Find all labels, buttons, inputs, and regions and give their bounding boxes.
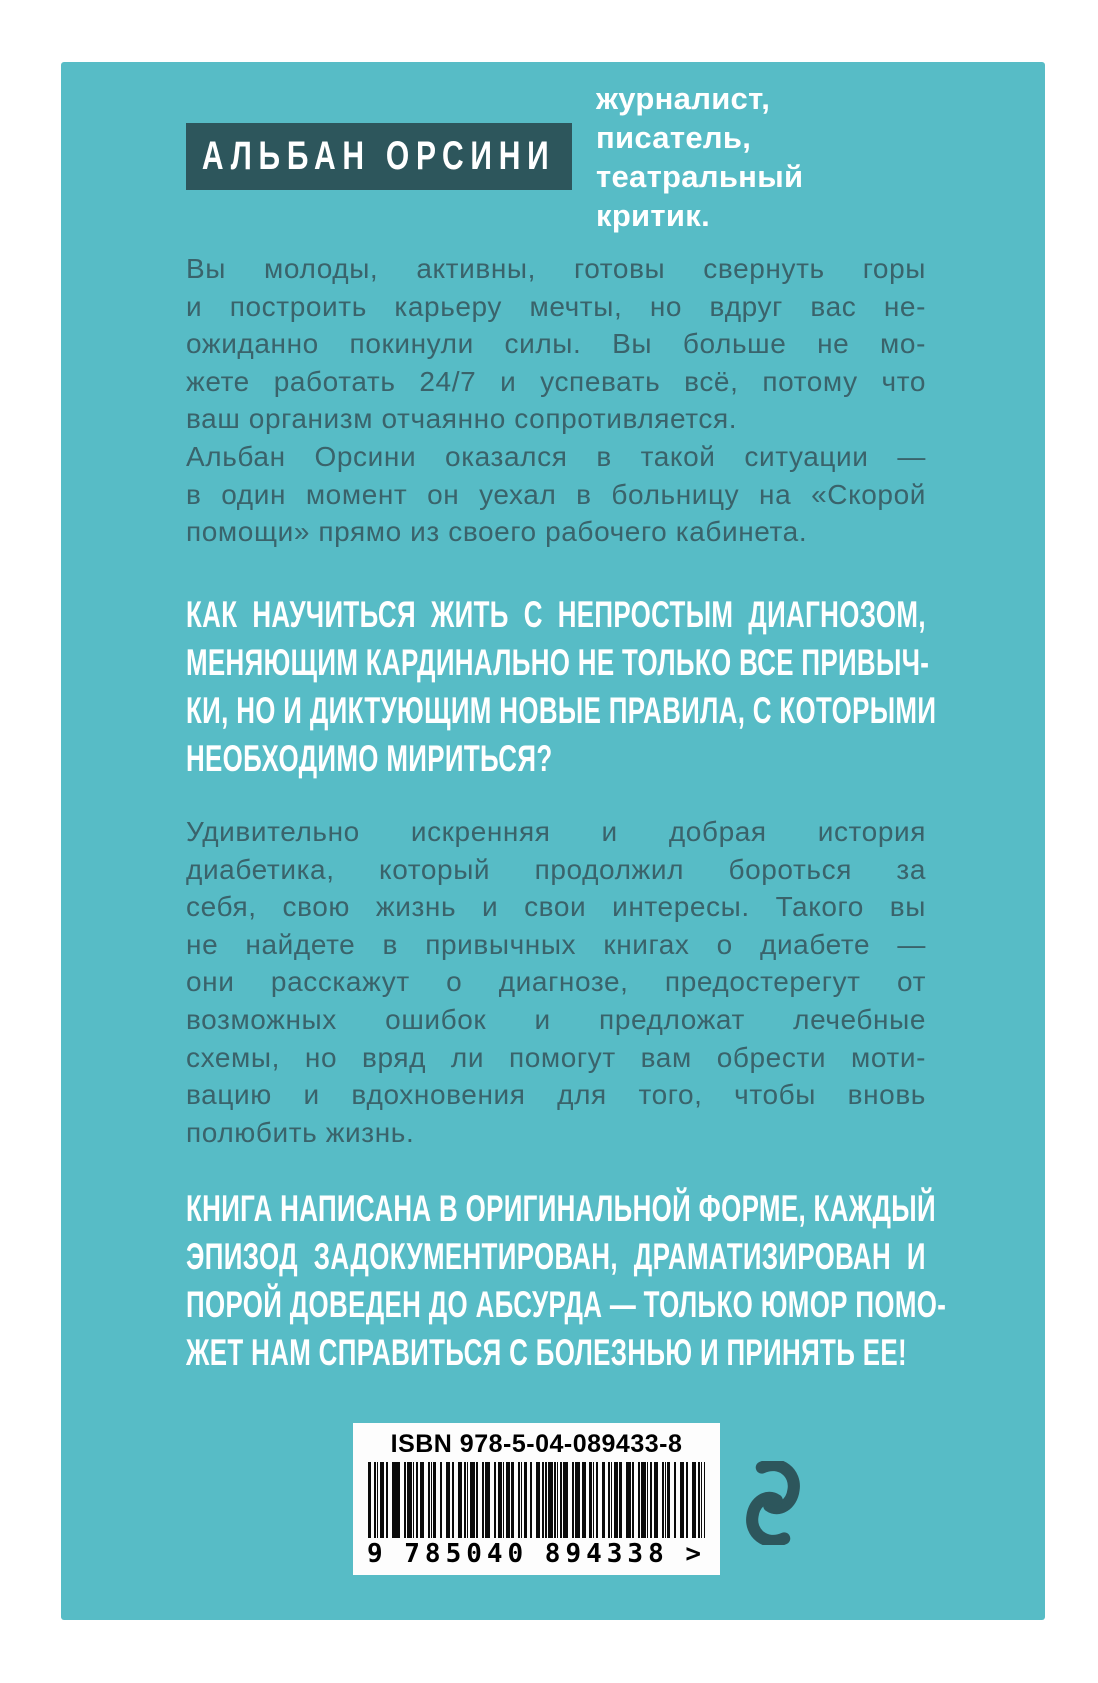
highlight-line: КНИГА НАПИСАНА В ОРИГИНАЛЬНОЙ ФОРМЕ, КАЖДЫЙ [186, 1188, 936, 1229]
highlight-line: НЕОБХОДИМО МИРИТЬСЯ? [186, 738, 553, 779]
isbn-barcode-box [353, 1423, 720, 1575]
barcode-digit-group: 785040 [404, 1539, 529, 1569]
highlight-line: ПОРОЙ ДОВЕДЕН ДО АБСУРДА — ТОЛЬКО ЮМОР ПОМО- [186, 1284, 947, 1325]
highlight-line: КИ, НО И ДИКТУЮЩИМ НОВЫЕ ПРАВИЛА, С КОТОРЫМИ [186, 690, 937, 731]
highlight-block-1 [186, 591, 937, 783]
intro-paragraph-2 [186, 438, 926, 551]
intro-paragraph-1 [186, 250, 926, 438]
highlight-line: МЕНЯЮЩИМ КАРДИНАЛЬНО НЕ ТОЛЬКО ВСЕ ПРИВЫЧ- [186, 642, 930, 683]
text-line: не найдете в привычных книгах о диабете — [186, 928, 926, 960]
text-line: вацию и вдохновения для того, чтобы вновь [186, 1079, 926, 1111]
text-line: возможных ошибок и предложат лечебные [186, 1003, 926, 1035]
author-roles [596, 79, 926, 235]
body-paragraph [186, 813, 926, 1151]
book-back-cover [61, 62, 1045, 1620]
text-line: полюбить жизнь. [186, 1116, 415, 1148]
text-line: Вы молоды, активны, готовы свернуть горы [186, 253, 926, 284]
author-name-box [186, 123, 572, 190]
text-line: ожиданно покинули силы. Вы больше не мо- [186, 328, 926, 360]
text-line: Удивительно искренняя и добрая история [186, 816, 926, 847]
text-line: себя, свою жизнь и свои интересы. Такого вы [186, 891, 926, 923]
text-line: диабетика, который продолжил бороться за [186, 853, 926, 885]
barcode-digit-group: 9 [367, 1539, 388, 1569]
text-line: они расскажут о диагнозе, предостерегут от [186, 966, 926, 998]
barcode-digits [366, 1539, 707, 1569]
highlight-line: ЭПИЗОД ЗАДОКУМЕНТИРОВАН, ДРАМАТИЗИРОВАН И [186, 1236, 926, 1277]
author-role-line: театральный критик. [596, 158, 804, 233]
text-line: жете работать 24/7 и успевать всё, потому что [186, 365, 926, 397]
publisher-logo-icon [745, 1461, 801, 1545]
text-line: схемы, но вряд ли помогут вам обрести моти- [186, 1041, 926, 1073]
text-line: в один момент он уехал в больницу на «Скорой [186, 478, 926, 510]
author-name: АЛЬБАН ОРСИНИ [202, 134, 556, 178]
highlight-line: ЖЕТ НАМ СПРАВИТЬСЯ С БОЛЕЗНЬЮ И ПРИНЯТЬ ЕЕ! [186, 1332, 907, 1373]
barcode-bars-icon [368, 1462, 705, 1538]
intro-text [186, 250, 926, 551]
text-line: ваш организм отчаянно сопротивляется. [186, 403, 738, 435]
highlight-block-2 [186, 1185, 947, 1377]
isbn-label: ISBN 978-5-04-089433-8 [390, 1430, 683, 1458]
text-line: и построить карьеру мечты, но вдруг вас не- [186, 290, 926, 322]
author-header [186, 80, 926, 233]
barcode-digit-group: > [685, 1539, 706, 1569]
text-line: Альбан Орсини оказался в такой ситуации — [186, 440, 926, 472]
text-line: помощи» прямо из своего рабочего кабинета. [186, 516, 808, 548]
highlight-line: КАК НАУЧИТЬСЯ ЖИТЬ С НЕПРОСТЫМ ДИАГНОЗОМ, [186, 594, 926, 635]
barcode-digit-group: 894338 [544, 1539, 669, 1569]
author-role-line: журналист, писатель, [596, 80, 771, 155]
